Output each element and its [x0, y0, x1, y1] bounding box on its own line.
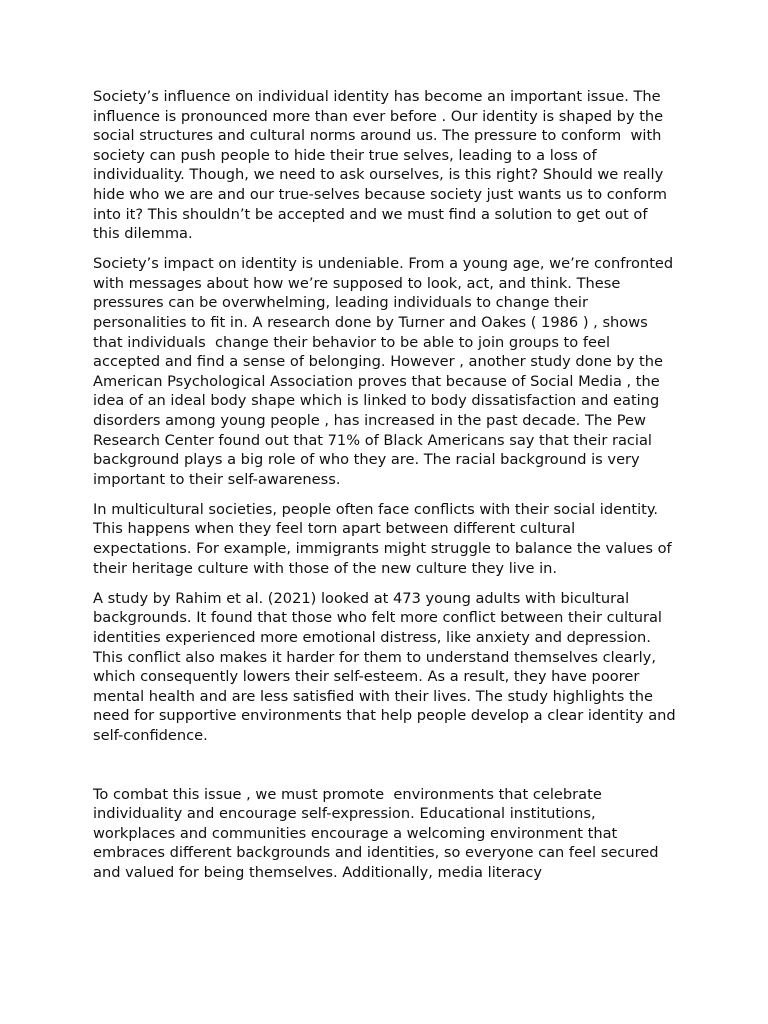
- paragraph-2: Society’s impact on identity is undeniable. From a young age, we’re confronted with messages about how we’re supposed to look, act, and think. These pressures can be overwhelming, leading individuals to change their personalities to fit in. A research done by Turner and Oakes ( 1986 ) , shows that individuals change their behavior to be able to join groups to feel accepted and find a sense of belonging. However , another study done by the American Psychological Association proves that because of Social Media , the idea of an ideal body shape which is linked to body dissatisfaction and eating disorders among young people , has increased in the past decade. The Pew Research Center found out that 71% of Black Americans say that their racial background plays a big role of who they are. The racial background is very important to their self-awareness.: [93, 255, 678, 488]
- document-body: [93, 87, 681, 893]
- paragraph-4: A study by Rahim et al. (2021) looked at 473 young adults with bicultural backgrounds. It found that those who felt more conflict between their cultural identities experienced more emotional distress, like anxiety and depression. This conflict also makes it harder for them to understand themselves clearly, which consequently lowers their self-esteem. As a result, they have poorer mental health and are less satisfied with their lives. The study highlights the need for supportive environments that help people develop a clear identity and self-confidence.: [93, 589, 681, 744]
- paragraph-1: Society’s influence on individual identity has become an important issue. The influence is pronounced more than ever before . Our identity is shaped by the social structures and cultural norms around us. The pressure to conform with society can push people to hide their true selves, leading to a loss of individuality. Though, we need to ask ourselves, is this right? Should we really hide who we are and our true-selves because society just wants us to conform into it? This shouldn’t be accepted and we must find a solution to get out of this dilemma.: [93, 88, 672, 243]
- paragraph-5: To combat this issue , we must promote environments that celebrate individuality and encourage self-expression. Educational institutions, workplaces and communities encourage a welcoming environment that embraces different backgrounds and identities, so everyone can feel secured and valued for being themselves. Additionally, media literacy: [93, 785, 664, 881]
- paragraph-3: In multicultural societies, people often face conflicts with their social identity. This happens when they feel torn apart between different cultural expectations. For example, immigrants might struggle to balance the values of their heritage culture with those of the new culture they live in.: [93, 500, 677, 577]
